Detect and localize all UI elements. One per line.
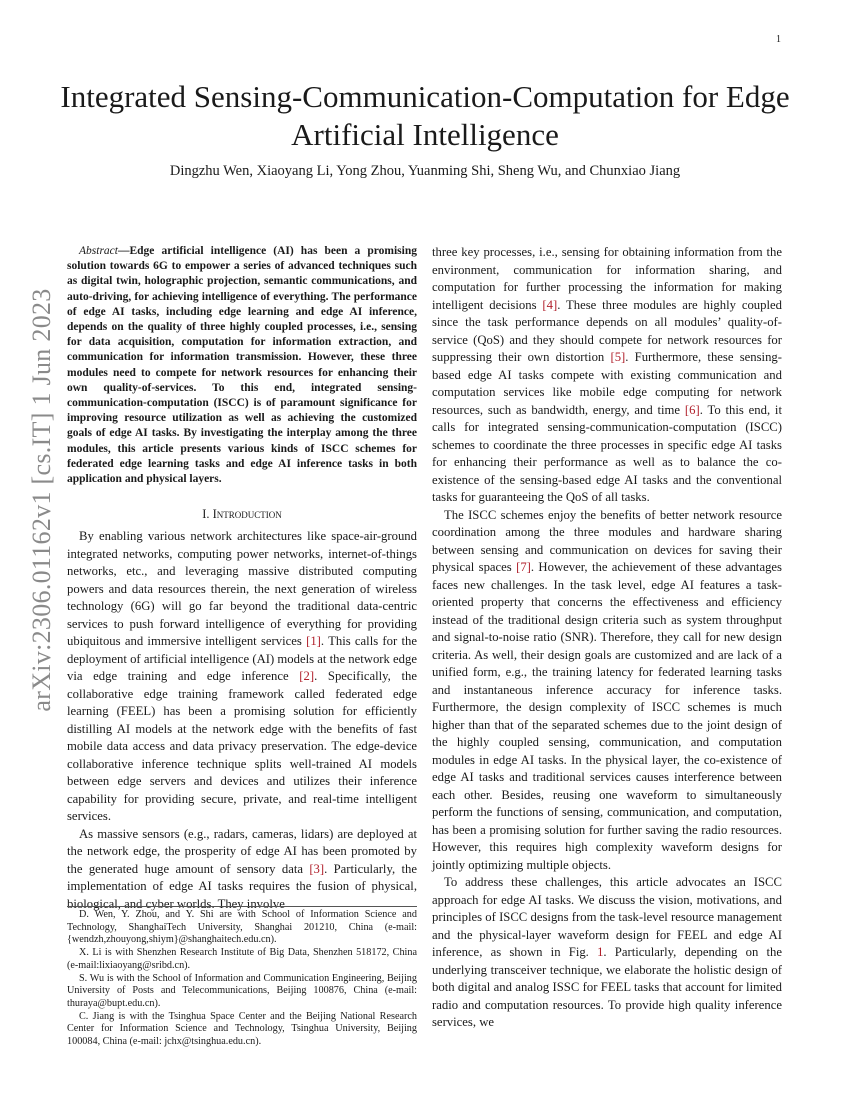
intro-paragraph-1 <box>67 528 417 826</box>
paragraph-text: . This calls for the deployment of artificial intelligence (AI) models at the network edge via edge training and edge inference <box>67 634 417 684</box>
paragraph-text: . However, the achievement of these advantages faces new challenges. In the task level, edge AI features a task-oriented property that concerns the effectiveness and efficiency instead of the traditional design criteria such as system throughput and signal-to-noise ratio (SNR). Therefore, they call for new design criteria. As well, their design goals are customized and are lack of a unified form, e.g., the training latency for federated learning tasks and instantaneous inference accuracy for inference tasks. Furthermore, the design complexity of ISCC schemes is much higher than that of the separated schemes due to the joint design of the highly coupled sensing, communication, and computation modules in edge AI tasks. In the physical layer, the co-existence of edge AI tasks and traditional services causes interference between each other. Besides, reusing one waveform to simultaneously perform the functions of sensing, communication, and computation, has been a promising solution for further saving the radio resources. However, this requires high complexity waveform designs for jointly optimizing multiple objects. <box>432 560 782 872</box>
intro-paragraph-4 <box>432 507 782 875</box>
abstract-dash: — <box>117 245 130 257</box>
citation-link[interactable]: [5] <box>610 350 626 364</box>
footnote-wen-zhou-shi: D. Wen, Y. Zhou, and Y. Shi are with School of Information Science and Technology, ShanghaiTech University, Shanghai 201210, China (e-mail: {wendzh,zhouyong,shiym}@shanghaitech.edu.cn). <box>67 909 417 946</box>
footnote-wu: S. Wu is with the School of Information and Communication Engineering, Beijing University of Posts and Telecommunications, Beijing 100876, China (e-mail: thuraya@bupt.edu.cn). <box>67 972 417 1009</box>
left-column <box>67 244 417 913</box>
citation-link[interactable]: [2] <box>299 669 315 684</box>
paragraph-text: The ISCC schemes enjoy the benefits of better network resource coordination among the three modules and hardware sharing between sensing and communication on devices for saving their physical spaces <box>432 507 782 574</box>
paragraph-text: By enabling various network architectures like space-air-ground integrated networks, computing power networks, internet-of-things networks, etc., and leveraging massive distributed computing powers and data resources therein, the next generation of wireless technology (6G) will go far beyond the traditional data-centric services to push forward intelligence of everything for providing ubiquitous and immersive intelligent services <box>67 529 417 649</box>
figure-reference-link[interactable]: 1 <box>597 945 604 959</box>
citation-link[interactable]: [3] <box>309 861 325 876</box>
intro-paragraph-3 <box>432 244 782 507</box>
paragraph-text: . These three modules are highly coupled since the task performance depends on all modules’ quality-of-service (QoS) and they should compete for network resources for suppressing their own distortion <box>432 297 782 364</box>
citation-link[interactable]: [1] <box>306 634 321 649</box>
abstract-label: Abstract <box>79 245 118 257</box>
abstract-text: Edge artificial intelligence (AI) has been a promising solution towards 6G to empower a series of advanced techniques such as digital twin, holographic projection, semantic communications, and auto-driving, for achieving intelligence of everything. The performance of edge AI tasks, including edge learning and edge AI inference, depends on the quality of three highly coupled processes, i.e., sensing for data acquisition, computation for information extraction, and communication for information transmission. However, these three modules need to compete for network resources for enhancing their own quality-of-services. To this end, integrated sensing-communication-computation (ISCC) is of paramount significance for improving resource utilization as well as achieving the customized goals of edge AI tasks. By investigating the interplay among the three modules, this article presents various kinds of ISCC schemes for federated edge learning tasks and edge AI inference tasks in both application and physical layers. <box>67 245 417 486</box>
footnote-li: X. Li is with Shenzhen Research Institute of Big Data, Shenzhen 518172, China (e-mail:lixiaoyang@sribd.cn). <box>67 947 417 971</box>
abstract <box>67 244 417 487</box>
footnote-jiang: C. Jiang is with the Tsinghua Space Center and the Beijing National Research Center for Information Science and Technology, Tsinghua University, Beijing 100084, China (e-mail: jchx@tsinghua.edu.cn). <box>67 1010 417 1048</box>
paragraph-text: . Specifically, the collaborative edge training framework called federated edge learning (FEEL) has been a promising solution for efficiently distilling AI models at the network edge with the benefits of fast mobile data access and data privacy preservation. The edge-device collaborative inference technique splits well-trained AI models between edge servers and devices and utilizes their inference capability for providing secure, private, and real-time intelligent services. <box>67 669 417 824</box>
section-number: I. <box>202 507 213 522</box>
paper-title: Integrated Sensing-Communication-Computation for Edge Artificial Intelligence <box>60 79 790 152</box>
intro-paragraph-5 <box>432 874 782 1032</box>
citation-link[interactable]: [6] <box>684 402 700 417</box>
paragraph-text: . Particularly, the implementation of edge AI tasks requires the fusion of physical, biological, and cyber worlds. They involve <box>67 861 417 911</box>
paragraph-text: three key processes, i.e., sensing for obtaining information from the environment, communication for information sharing, and computation for further processing the information for making intelligent decisions <box>432 245 782 312</box>
section-title: Introduction <box>212 507 282 522</box>
arxiv-identifier: arXiv:2306.01162v1 [cs.IT] 1 Jun 2023 <box>27 288 56 712</box>
paragraph-text: . To this end, it calls for integrated sensing-communication-computation (ISCC) schemes to coordinate the three processes in specific edge AI tasks for enhancing their performance as well as to balance the co-existence of the sensing-based edge AI tasks and the conventional tasks for guaranteeing the QoS of all tasks. <box>432 402 782 504</box>
page-number: 1 <box>776 34 781 45</box>
paragraph-text: . Particularly, depending on the underlying transceiver technique, we elaborate the holistic design of both digital and analog ISSC for FEEL tasks that account for limited radio and computation resources. To provide high quality inference services, we <box>432 945 782 1029</box>
paragraph-text: To address these challenges, this article advocates an ISCC approach for edge AI tasks. We discuss the vision, motivations, and principles of ISCC designs from the task-level resource management and the physical-layer waveform design for FEEL and edge AI inference, as shown in Fig. <box>432 875 782 959</box>
citation-link[interactable]: [7] <box>516 560 531 574</box>
author-list: Dingzhu Wen, Xiaoyang Li, Yong Zhou, Yuanming Shi, Sheng Wu, and Chunxiao Jiang <box>169 163 681 179</box>
paragraph-text: As massive sensors (e.g., radars, cameras, lidars) are deployed at the network edge, the prosperity of edge AI has been promoted by the generated huge amount of sensory data <box>67 826 417 876</box>
citation-link[interactable]: [4] <box>542 297 558 312</box>
paragraph-text: . Furthermore, these sensing-based edge AI tasks compete with existing communication and computation services like mobile edge computing for network resources, such as bandwidth, energy, and time <box>432 350 782 417</box>
footnotes <box>67 906 417 1049</box>
intro-paragraph-2 <box>67 826 417 914</box>
right-column <box>432 244 782 1032</box>
section-heading-introduction <box>67 507 417 522</box>
